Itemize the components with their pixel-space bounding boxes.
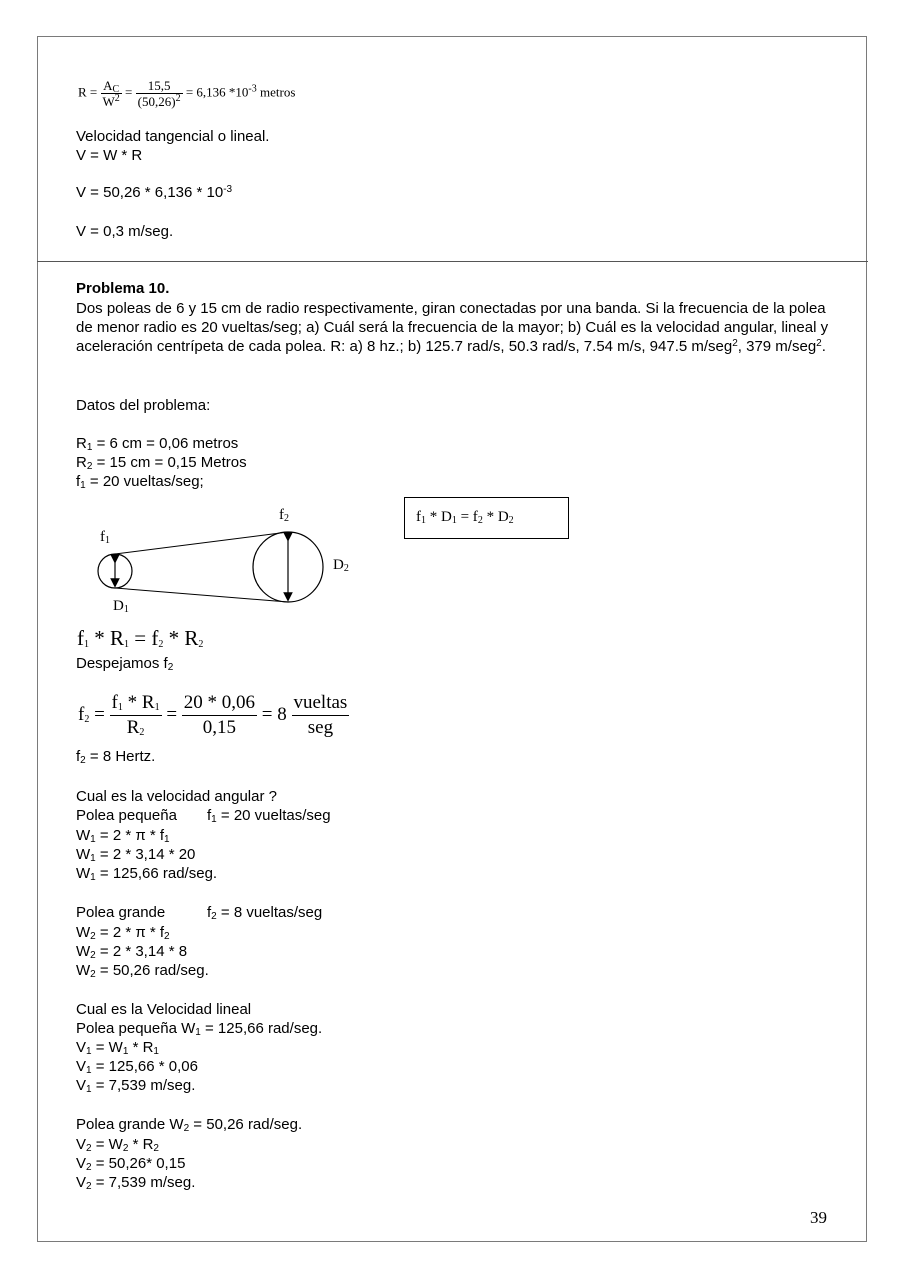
velocity-title: Velocidad tangencial o lineal. — [76, 128, 270, 145]
boxed-equation: $f_1 * D_1 = f_2 * D_2$ — [416, 509, 514, 526]
despejamos: Despejamos $f_2$ — [76, 655, 174, 673]
datos-title: Datos del problema: — [76, 397, 211, 414]
data-f1: $f_1 = 20$ vueltas/seg; — [76, 473, 204, 491]
page-number: 39 — [810, 1208, 827, 1227]
linear-title: Cual es la Velocidad lineal — [76, 1001, 252, 1018]
label-d1: $D_1$ — [113, 598, 129, 615]
data-r1: $R_1 = 6$ cm = 0,06 metros — [76, 435, 239, 453]
w2-calc: $W_2 = 2 * 3,14 * 8$ — [76, 943, 188, 961]
v2-formula: $V_2 = W_2 * R_2$ — [76, 1136, 159, 1154]
label-f1: $f_1$ — [100, 529, 110, 546]
small-pulley-freq: $f_1 = 20$ vueltas/seg — [207, 807, 331, 825]
eq-f-r: $f_1 * R_1 = f_2 * R_2$ — [77, 626, 204, 650]
big-pulley-title: Polea grande — [76, 904, 166, 921]
section-divider — [37, 261, 868, 262]
v-calc: $V = 50,26 * 6,136 * 10^{-3}$ — [76, 184, 233, 201]
label-d2: $D_2$ — [333, 557, 349, 574]
v2-calc: $V_2 = 50,26*$ 0,15 — [76, 1155, 186, 1173]
data-r2: $R_2 = 15$ cm = 0,15 Metros — [76, 454, 247, 472]
linear-big: Polea grande $W_2 = 50,26$ rad/seg. — [76, 1116, 303, 1134]
problem-title: Problema 10. — [76, 280, 170, 297]
w1-result: $W_1 = 125,66$ rad/seg. — [76, 865, 218, 883]
w2-result: $W_2 = 50,26$ rad/seg. — [76, 962, 209, 980]
w1-calc: $W_1 = 2 * 3,14 * 20$ — [76, 846, 196, 864]
w2-formula: $W_2 = 2 * \pi * f_2$ — [76, 924, 170, 942]
big-pulley-freq: $f_2 = 8$ vueltas/seg — [207, 904, 323, 922]
label-f2: $f_2$ — [279, 507, 289, 524]
linear-small: Polea pequeña $W_1 = 125,66$ rad/seg. — [76, 1020, 323, 1038]
f2-equation: $f_2$ = $\frac{f_1 * R_1}{R_2}$ = $\frac{20 * 0,06}{0,15}$ = 8 $\frac{\text{vueltas}}{\text{seg}}$ — [78, 692, 348, 738]
f2-result: $f_2 = 8$ Hertz. — [76, 748, 156, 766]
v-result: V = 0,3 m/seg. — [76, 223, 174, 240]
v-formula: V = W * R — [76, 147, 143, 164]
v1-result: $V_1 = 7,539$ m/seg. — [76, 1077, 196, 1095]
v2-result: $V_2 = 7,539$ m/seg. — [76, 1174, 196, 1192]
angular-title: Cual es la velocidad angular ? — [76, 788, 277, 805]
r-equation: R = $\frac{A_C}{W^2}$ = $\frac{15,5}{(50,26)^2}$ = 6,136 $*10^{-3}$ metros — [78, 78, 296, 109]
small-pulley-title: Polea pequeña — [76, 807, 177, 824]
v1-formula: $V_1 = W_1 * R_1$ — [76, 1039, 159, 1057]
w1-formula: $W_1 = 2 * \pi * f_1$ — [76, 827, 170, 845]
problem-statement: Dos poleas de 6 y 15 cm de radio respectivamente, giran conectadas por una banda. Si la frecuencia de la polea de menor radio es 20 vueltas/seg; a) Cuál será la frecuencia de la mayor; b) Cuál es la velocidad angular, lineal y aceleración centrípeta de cada polea. R: a) 8 hz.; b) 125.7 rad/s, 50.3 rad/s, 7.54 m/s, 947.5 m/seg$^2$, 379 m/seg$^2$. — [76, 300, 829, 355]
v1-calc: $V_1 = 125,66 * 0,06$ — [76, 1058, 198, 1076]
